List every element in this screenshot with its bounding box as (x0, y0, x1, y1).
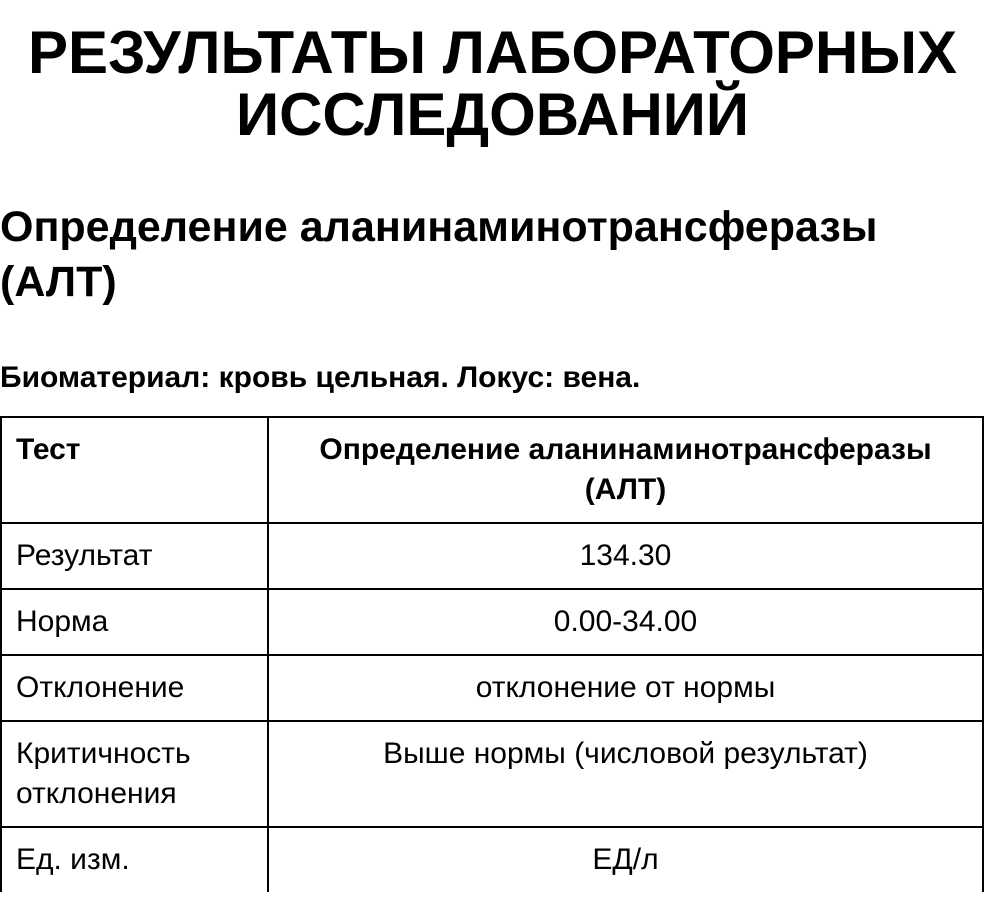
table-row (1, 827, 983, 892)
table-row (1, 655, 983, 721)
row-value-criticality: Выше нормы (числовой результат) (268, 721, 983, 827)
row-value-result: 134.30 (268, 523, 983, 589)
row-value-norm: 0.00-34.00 (268, 589, 983, 655)
row-label-units: Ед. изм. (1, 827, 268, 892)
table-row (1, 523, 983, 589)
section-title: Определение аланинаминотрансферазы (АЛТ) (0, 203, 878, 306)
biomaterial-info: Биоматериал: кровь цельная. Локус: вена. (0, 361, 641, 394)
row-label-deviation: Отклонение (1, 655, 268, 721)
row-label-result: Результат (1, 523, 268, 589)
header-label-cell: Тест (1, 417, 268, 523)
table-header-row (1, 417, 983, 523)
row-value-deviation: отклонение от нормы (268, 655, 983, 721)
page-title: РЕЗУЛЬТАТЫ ЛАБОРАТОРНЫХ ИССЛЕДОВАНИЙ (27, 19, 958, 148)
row-label-norm: Норма (1, 589, 268, 655)
row-label-criticality: Критичность отклонения (1, 721, 268, 827)
header-value-cell: Определение аланинаминотрансферазы (АЛТ) (268, 417, 983, 523)
table-row (1, 721, 983, 827)
results-table (0, 416, 984, 892)
table-row (1, 589, 983, 655)
row-value-units: ЕД/л (268, 827, 983, 892)
